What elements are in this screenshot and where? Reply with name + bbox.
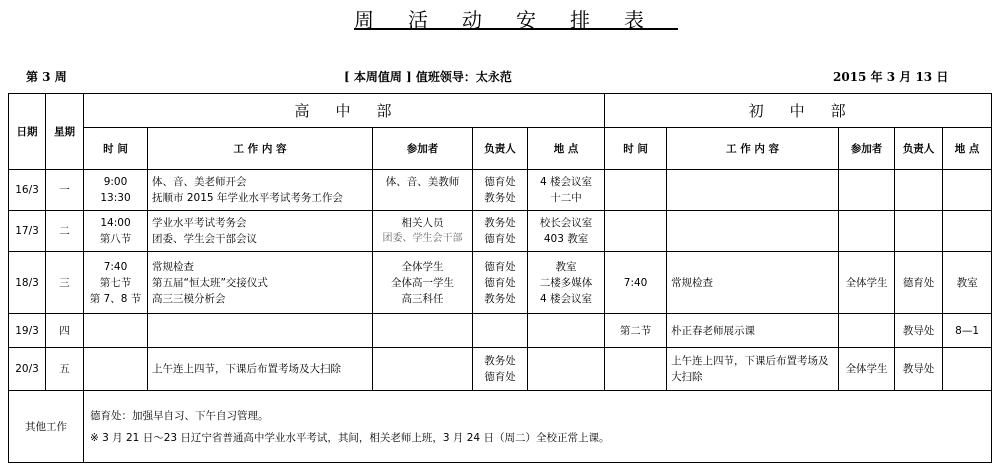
participants-entry: 全体学生 <box>401 260 444 273</box>
header-middle-content: 工 作 内 容 <box>667 128 839 170</box>
high-location-cell <box>528 211 605 252</box>
content-entry: 学业水平考试考务会 <box>152 217 247 229</box>
participants-entry <box>375 190 470 206</box>
middle-time-cell <box>605 211 667 252</box>
content-entry: 第五届“恒太班”交接仪式 <box>152 276 268 289</box>
row-weekday: 三 <box>46 252 84 314</box>
middle-time-cell <box>605 348 667 391</box>
row-weekday: 二 <box>46 211 84 252</box>
high-time-cell <box>84 348 148 391</box>
middle-participants-cell: 全体学生 <box>839 348 895 391</box>
table-row <box>9 170 992 211</box>
high-content-cell <box>148 314 373 348</box>
middle-responsible-cell <box>895 211 943 252</box>
content-entry: 常规检查 <box>152 260 194 273</box>
middle-location-cell <box>943 170 992 211</box>
middle-location-cell: 教室 <box>943 252 992 314</box>
other-work-line: 德育处：加强早自习、下午自习管理。 <box>90 409 269 422</box>
header-high-responsible: 负责人 <box>473 128 528 170</box>
responsible-entry: 德育处 <box>484 260 516 273</box>
middle-participants-cell: 全体学生 <box>839 252 895 314</box>
week-label: 第 3 周 <box>26 70 67 84</box>
high-participants-cell <box>373 211 473 252</box>
header-middle-responsible: 负责人 <box>895 128 943 170</box>
high-time-cell <box>84 170 148 211</box>
middle-content-cell: 常规检查 <box>667 252 839 314</box>
row-date: 18/3 <box>9 252 46 314</box>
row-weekday: 一 <box>46 170 84 211</box>
high-time-cell <box>84 211 148 252</box>
middle-responsible-cell: 德育处 <box>895 252 943 314</box>
table-row <box>9 348 992 391</box>
header-middle-participants: 参加者 <box>839 128 895 170</box>
row-date: 20/3 <box>9 348 46 391</box>
table-row <box>9 314 992 348</box>
middle-responsible-cell: 教导处 <box>895 348 943 391</box>
location-entry: 403 教室 <box>543 233 589 245</box>
middle-time-cell: 7:40 <box>605 252 667 314</box>
schedule-table <box>8 93 992 463</box>
participants-entry: 相关人员 <box>401 217 444 229</box>
participants-entry: 高三科任 <box>401 292 444 305</box>
row-weekday: 五 <box>46 348 84 391</box>
high-location-cell <box>528 252 605 314</box>
middle-participants-cell <box>839 314 895 348</box>
time-entry: 14:00 <box>100 217 131 229</box>
middle-content-cell: 朴正春老师展示课 <box>667 314 839 348</box>
location-entry: 二楼多媒体 <box>539 276 593 289</box>
middle-location-cell <box>943 211 992 252</box>
middle-responsible-cell <box>895 170 943 211</box>
high-participants-cell <box>373 170 473 211</box>
section-middle-school: 初中部 <box>605 94 992 128</box>
other-work-line: ※ 3 月 21 日～23 日辽宁省普通高中学业水平考试，其间，相关老师上班，3 月 24 日（周二）全校正常上课。 <box>90 431 610 444</box>
section-high-school: 高中部 <box>84 94 605 128</box>
table-row <box>9 211 992 252</box>
high-participants-cell <box>373 348 473 391</box>
high-responsible-cell <box>473 348 528 391</box>
middle-location-cell: 8—1 <box>943 314 992 348</box>
date-label: 2015 年 3 月 13 日 <box>833 70 949 84</box>
high-responsible-cell <box>473 170 528 211</box>
page-title: 周活动安排表 <box>354 8 678 32</box>
location-entry: 十二中 <box>550 192 582 204</box>
high-location-cell <box>528 348 605 391</box>
responsible-entry: 教务处 <box>484 292 516 305</box>
responsible-entry: 教务处 <box>484 355 516 367</box>
content-entry: 高三三模分析会 <box>152 292 226 305</box>
time-entry: 9:00 <box>103 176 128 188</box>
other-work-content <box>84 391 992 463</box>
high-responsible-cell <box>473 252 528 314</box>
responsible-entry: 德育处 <box>484 371 516 383</box>
high-time-cell <box>84 314 148 348</box>
middle-participants-cell <box>839 211 895 252</box>
participants-entry: 团委、学生会干部 <box>382 233 463 244</box>
high-content-cell <box>148 252 373 314</box>
middle-content-cell: 上午连上四节，下课后布置考场及大扫除 <box>667 348 839 391</box>
time-entry: 7:40 <box>103 260 128 273</box>
content-entry: 抚顺市 2015 年学业水平考试考务工作会 <box>152 192 343 204</box>
header-middle-location: 地 点 <box>943 128 992 170</box>
duty-info: [ 本周值周 ] 值班领导：太永范 <box>344 70 512 84</box>
high-participants-cell <box>373 314 473 348</box>
participants-entry: 全体高一学生 <box>391 276 454 289</box>
high-participants-cell <box>373 252 473 314</box>
location-entry: 4 楼会议室 <box>540 176 593 188</box>
high-responsible-cell <box>473 211 528 252</box>
header-high-content: 工 作 内 容 <box>148 128 373 170</box>
content-entry: 团委、学生会干部会议 <box>152 233 257 245</box>
middle-time-cell: 第二节 <box>605 314 667 348</box>
responsible-entry: 德育处 <box>484 276 516 289</box>
middle-responsible-cell: 教导处 <box>895 314 943 348</box>
row-date: 19/3 <box>9 314 46 348</box>
participants-entry: 体、音、美教师 <box>385 176 460 188</box>
time-entry: 第八节 <box>99 233 132 245</box>
row-date: 16/3 <box>9 170 46 211</box>
location-entry: 校长会议室 <box>539 217 593 229</box>
location-entry: 4 楼会议室 <box>540 292 593 305</box>
time-entry: 13:30 <box>100 192 131 204</box>
middle-content-cell <box>667 211 839 252</box>
table-row <box>9 252 992 314</box>
responsible-entry: 教务处 <box>484 192 516 204</box>
middle-content-cell <box>667 170 839 211</box>
other-work-label: 其他工作 <box>9 391 84 463</box>
header-weekday: 星期 <box>46 94 84 170</box>
responsible-entry: 德育处 <box>484 233 516 245</box>
other-work-row <box>9 391 992 463</box>
row-weekday: 四 <box>46 314 84 348</box>
header-high-time: 时 间 <box>84 128 148 170</box>
middle-time-cell <box>605 170 667 211</box>
high-time-cell <box>84 252 148 314</box>
header-high-location: 地 点 <box>528 128 605 170</box>
high-location-cell <box>528 170 605 211</box>
middle-participants-cell <box>839 170 895 211</box>
header-high-participants: 参加者 <box>373 128 473 170</box>
high-content-cell <box>148 170 373 211</box>
high-responsible-cell <box>473 314 528 348</box>
responsible-entry: 德育处 <box>484 176 516 188</box>
time-entry: 第七节 <box>99 276 132 289</box>
middle-location-cell <box>943 348 992 391</box>
responsible-entry: 教务处 <box>484 217 516 229</box>
content-entry: 体、音、美老师开会 <box>152 176 247 188</box>
time-entry: 第 7、8 节 <box>89 292 142 305</box>
header-middle-time: 时 间 <box>605 128 667 170</box>
row-date: 17/3 <box>9 211 46 252</box>
high-location-cell <box>528 314 605 348</box>
high-content-cell <box>148 211 373 252</box>
high-content-cell: 上午连上四节，下课后布置考场及大扫除 <box>148 348 373 391</box>
location-entry: 教室 <box>555 260 577 273</box>
header-date: 日期 <box>9 94 46 170</box>
